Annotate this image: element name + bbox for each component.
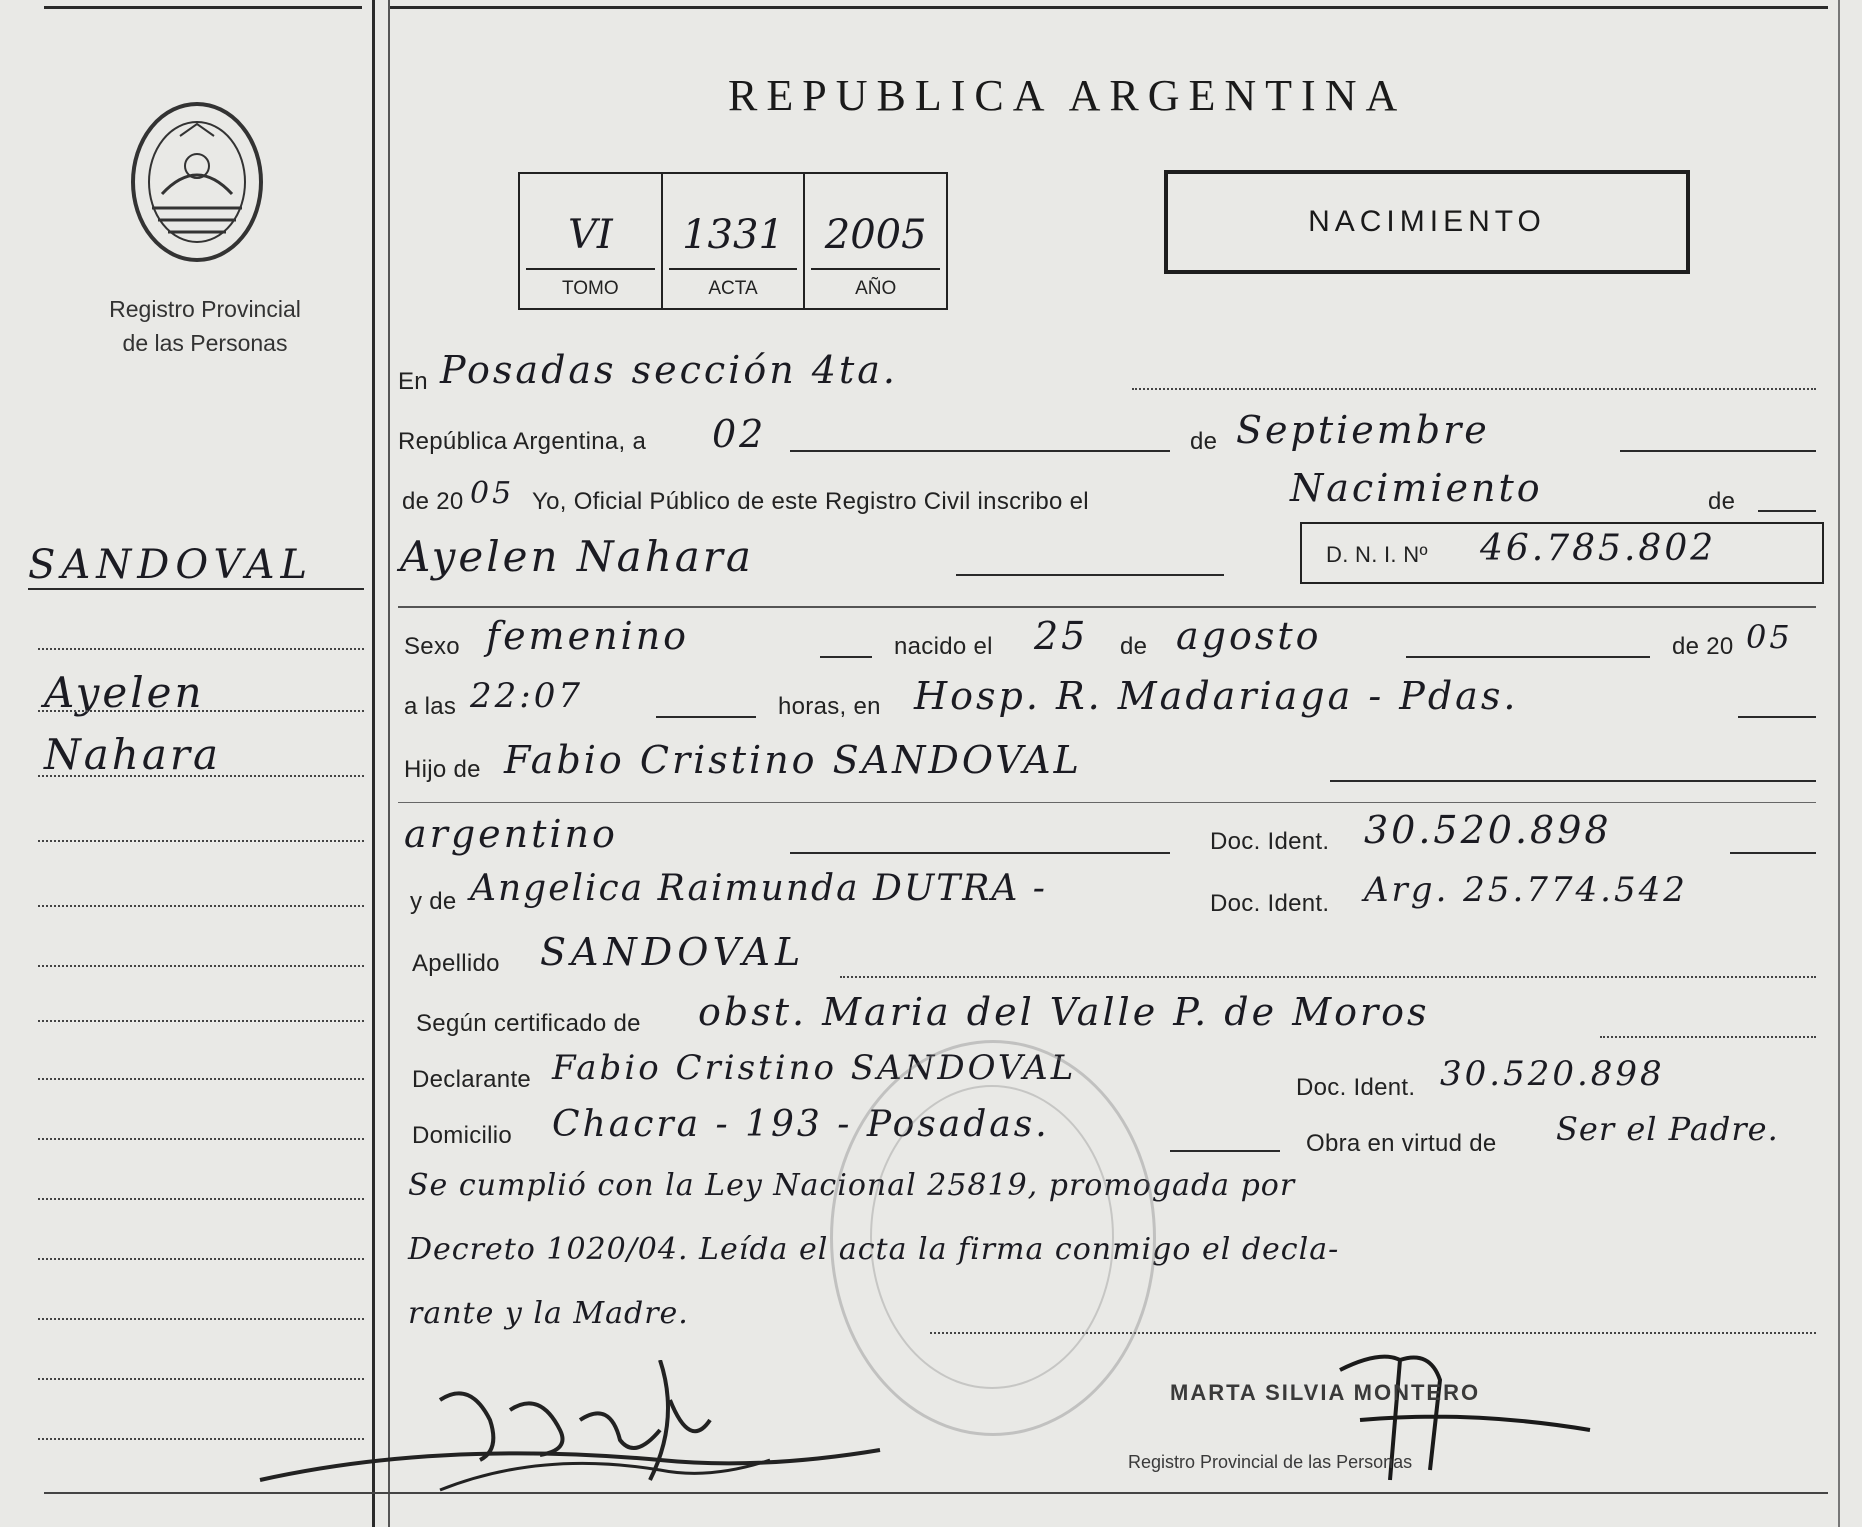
country-title: REPUBLICA ARGENTINA xyxy=(728,71,1407,120)
place-value: Hosp. R. Madariaga - Pdas. xyxy=(914,674,1519,718)
segun-value: obst. Maria del Valle P. de Moros xyxy=(698,990,1430,1034)
right-column-divider xyxy=(388,0,390,1527)
apellido-value: SANDOVAL xyxy=(540,930,806,974)
obra-value: Ser el Padre. xyxy=(1556,1110,1779,1148)
doc-label-3: Doc. Ident. xyxy=(1296,1074,1416,1101)
father-doc-line xyxy=(1730,852,1816,854)
anio-cell xyxy=(805,174,946,308)
notes-line-1: Se cumplió con la Ley Nacional 25819, promogada por xyxy=(408,1168,1296,1203)
de20-label: de 20 xyxy=(1672,633,1734,660)
nacido-label: nacido el xyxy=(894,633,993,660)
father-value: Fabio Cristino SANDOVAL xyxy=(504,738,1082,782)
doc-label-2: Doc. Ident. xyxy=(1210,890,1330,917)
day-value: 02 xyxy=(712,412,767,456)
father-doc: 30.520.898 xyxy=(1364,808,1612,852)
de-label: de xyxy=(1190,428,1218,455)
tomo-cell xyxy=(520,174,663,308)
right-edge-rule xyxy=(1838,0,1840,1527)
registry-name xyxy=(60,292,350,360)
declarante-value: Fabio Cristino SANDOVAL xyxy=(552,1048,1077,1088)
alas-label: a las xyxy=(404,693,457,720)
notes-line-2: Decreto 1020/04. Leída el acta la firma conmigo el decla- xyxy=(408,1232,1340,1267)
republica-label: República Argentina, a xyxy=(398,428,647,455)
dni-box xyxy=(1300,522,1824,584)
year-value: 05 xyxy=(470,476,515,511)
domicilio-value: Chacra - 193 - Posadas. xyxy=(552,1104,1050,1145)
notes-line-3: rante y la Madre. xyxy=(408,1296,689,1331)
acta-label: ACTA xyxy=(708,278,758,299)
sexo-line xyxy=(820,656,872,658)
official-office: Registro Provincial de las Personas xyxy=(1128,1452,1413,1472)
acta-cell xyxy=(663,174,806,308)
segun-line xyxy=(1600,1036,1816,1038)
record-type-box xyxy=(1164,170,1690,274)
tomo-value: VI xyxy=(526,212,655,270)
registry-name-line2: de las Personas xyxy=(122,330,288,356)
birth-year: 05 xyxy=(1746,618,1793,656)
official-name: MARTA SILVIA MONTERO xyxy=(1170,1380,1481,1405)
birth-month-line xyxy=(1406,656,1650,658)
top-rule-right xyxy=(388,6,1828,9)
doc-label-1: Doc. Ident. xyxy=(1210,828,1330,855)
anio-value: 2005 xyxy=(811,212,940,270)
inscribe-value: Nacimiento xyxy=(1290,466,1543,510)
father-nationality: argentino xyxy=(404,812,618,856)
dni-label: D. N. I. Nº xyxy=(1326,542,1428,567)
father-line xyxy=(1330,780,1816,782)
margin-given-name-2: Nahara xyxy=(44,730,221,779)
dni-value: 46.785.802 xyxy=(1480,528,1717,569)
left-column-divider xyxy=(372,0,375,1527)
father-nat-line xyxy=(790,852,1170,854)
month-line xyxy=(1620,450,1816,452)
horas-label: horas, en xyxy=(778,693,881,720)
tomo-label: TOMO xyxy=(562,278,619,299)
officer-text: Yo, Oficial Público de este Registro Civil inscribo el xyxy=(532,488,1089,515)
sexo-value: femenino xyxy=(486,614,690,658)
apellido-label: Apellido xyxy=(412,950,500,977)
registry-name-line1: Registro Provincial xyxy=(109,296,301,322)
day-line xyxy=(790,450,1170,452)
time-value: 22:07 xyxy=(470,676,583,716)
hijo-label: Hijo de xyxy=(404,756,481,783)
record-type-label: NACIMIENTO xyxy=(1308,205,1546,238)
segun-label: Según certificado de xyxy=(416,1010,641,1037)
name-line xyxy=(956,574,1224,576)
margin-surname: SANDOVAL xyxy=(28,542,314,588)
birth-day: 25 xyxy=(1034,614,1089,658)
signature-declarant xyxy=(240,1360,920,1500)
declarante-doc: 30.520.898 xyxy=(1440,1054,1665,1094)
sexo-label: Sexo xyxy=(404,633,460,660)
margin-surname-underline xyxy=(28,588,364,590)
margin-given-name-1: Ayelen xyxy=(44,668,205,717)
year-prefix-label: de 20 xyxy=(402,488,464,515)
month-value: Septiembre xyxy=(1236,408,1490,452)
de-label-3: de xyxy=(1120,633,1148,660)
official-stamp-inner xyxy=(870,1085,1114,1389)
en-line xyxy=(1132,388,1816,390)
domicilio-label: Domicilio xyxy=(412,1122,513,1149)
yde-label: y de xyxy=(410,888,457,915)
apellido-line xyxy=(840,976,1816,978)
top-rule-left xyxy=(44,6,362,9)
declarante-label: Declarante xyxy=(412,1066,532,1093)
nationality-top-rule xyxy=(398,802,1816,803)
de-line-2 xyxy=(1758,510,1816,512)
obra-label: Obra en virtud de xyxy=(1306,1130,1497,1157)
anio-label: AÑO xyxy=(855,278,897,299)
register-box xyxy=(518,172,948,310)
time-line xyxy=(656,716,756,718)
domicilio-line xyxy=(1170,1150,1280,1152)
mother-doc: Arg. 25.774.542 xyxy=(1364,870,1688,910)
de-label-2: de xyxy=(1708,488,1736,515)
en-value: Posadas sección 4ta. xyxy=(440,348,898,392)
section-divider xyxy=(398,606,1816,608)
provincial-seal-icon xyxy=(122,96,272,268)
place-line xyxy=(1738,716,1816,718)
birth-month: agosto xyxy=(1176,614,1322,658)
acta-value: 1331 xyxy=(669,212,798,270)
name-value: Ayelen Nahara xyxy=(400,532,754,581)
mother-value: Angelica Raimunda DUTRA - xyxy=(470,868,1047,909)
en-label: En xyxy=(398,368,428,395)
